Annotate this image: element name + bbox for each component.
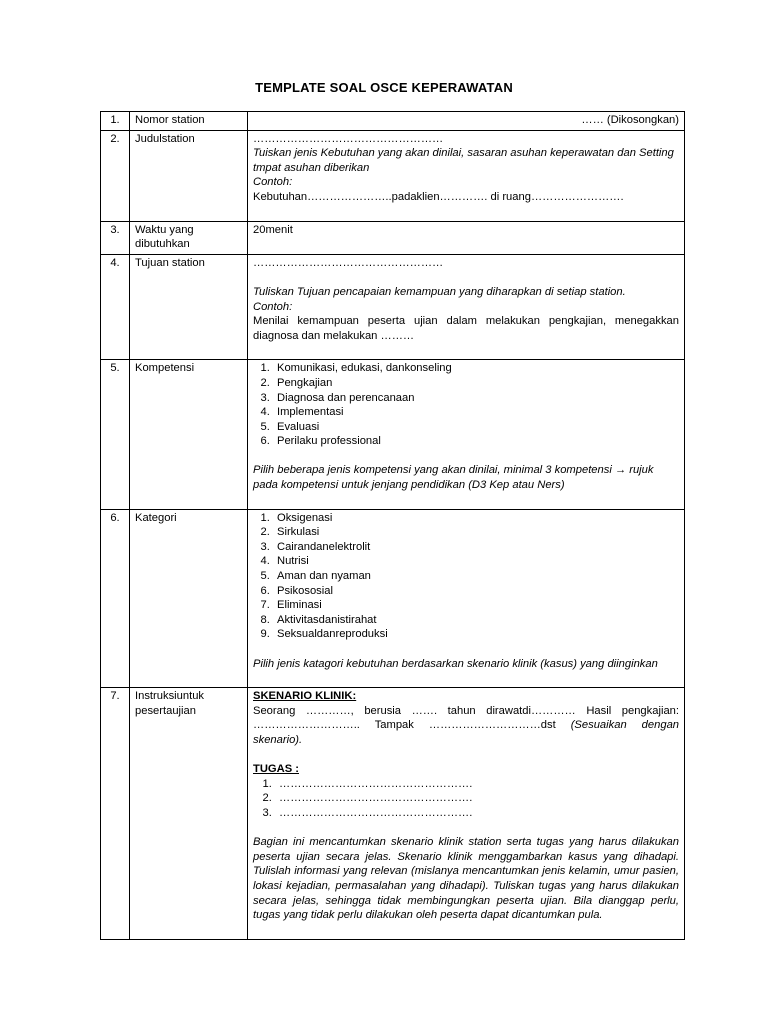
row-number: 4. [101, 254, 130, 360]
table-row-judul-station [101, 130, 685, 221]
table-row-waktu [101, 221, 685, 254]
list-item: 4. Implementasi [273, 405, 679, 420]
instruction-text: Tuiskan jenis Kebutuhan yang akan dinilai, sasaran asuhan keperawatan dan Setting tmpat asuhan diberikan [253, 147, 674, 174]
table-row-nomor-station [101, 112, 685, 131]
row-number: 7. [101, 688, 130, 940]
list-item: 2. Sirkulasi [273, 525, 679, 540]
kategori-content [248, 509, 685, 688]
table-row-instruksi [101, 688, 685, 940]
list-item: 8. Aktivitasdanistirahat [273, 613, 679, 628]
list-item: 9. Seksualdanreproduksi [273, 627, 679, 642]
row-label: Kompetensi [130, 360, 248, 509]
kategori-list [253, 511, 679, 642]
list-item: 6. Psikososial [273, 584, 679, 599]
list-item: 6. Perilaku professional [273, 434, 679, 449]
example-text: Menilai kemampuan peserta ujian dalam melakukan pengkajian, menegakkan diagnosa dan melakukan ……… [253, 315, 679, 342]
instruction-text: Tuliskan Tujuan pencapaian kemampuan yang diharapkan di setiap station. [253, 285, 626, 298]
row-label: Judulstation [130, 130, 248, 221]
nomor-station-value: …… (Dikosongkan) [248, 112, 685, 131]
row-number: 2. [101, 130, 130, 221]
table-row-kompetensi [101, 360, 685, 509]
table-row-tujuan-station [101, 254, 685, 360]
row-label: Nomor station [130, 112, 248, 131]
list-item: 3. ……………………………………………. [275, 806, 679, 821]
judul-station-content [248, 130, 685, 221]
example-label: Contoh: [253, 300, 293, 313]
placeholder-dots: …………………………………………… [253, 256, 444, 269]
waktu-value: 20menit [248, 221, 685, 254]
list-item: 1. Oksigenasi [273, 511, 679, 526]
placeholder-dots: …………………………………………… [253, 132, 444, 145]
row-number: 3. [101, 221, 130, 254]
skenario-text-block [253, 704, 679, 748]
list-item: 1. Komunikasi, edukasi, dankonseling [273, 361, 679, 376]
skenario-heading: SKENARIO KLINIK: [253, 690, 357, 703]
list-item: 2. Pengkajian [273, 376, 679, 391]
row-number: 5. [101, 360, 130, 509]
row-label: Waktu yang dibutuhkan [130, 221, 248, 254]
tugas-heading: TUGAS : [253, 763, 299, 776]
skenario-text: Seorang …………, berusia ……. tahun dirawatdi………… Hasil pengkajian: ……………………….. Tampak …………………………dst [253, 704, 679, 732]
list-item: 3. Cairandanelektrolit [273, 540, 679, 555]
row-label: Kategori [130, 509, 248, 688]
list-item: 4. Nutrisi [273, 554, 679, 569]
list-item: 5. Evaluasi [273, 420, 679, 435]
example-text: Kebutuhan…………………..padaklien…………. di ruang……………………. [253, 190, 624, 203]
instruction-text: Pilih beberapa jenis kompetensi yang akan dinilai, minimal 3 kompetensi → rujuk pada kompetensi untuk jenjang pendidikan (D3 Kep atau Ners) [253, 464, 654, 492]
row-number: 6. [101, 509, 130, 688]
list-item: 5. Aman dan nyaman [273, 569, 679, 584]
list-item: 2. ……………………………………………. [275, 791, 679, 806]
document-title: TEMPLATE SOAL OSCE KEPERAWATAN [255, 80, 513, 95]
kompetensi-list [253, 361, 679, 449]
instruction-text: Bagian ini mencantumkan skenario klinik station serta tugas yang harus dilakukan peserta ujian secara jelas. Skenario klinik menggambarkan kasus yang dihadapi. Tulislah informasi yang relevan (mislanya mencantumkan jenis kelamin, umur pasien, lokasi kejadian, permasalahan yang dihadapi). Tuliskan tugas yang harus dilakukan secara jelas, sehingga tidak membingungkan peserta ujian. Bila dianggap perlu, tugas yang tidak perlu dilakukan oleh peserta dapat dicantumkan pula. [253, 836, 679, 922]
osce-template-table [100, 111, 685, 940]
list-item: 1. ……………………………………………. [275, 777, 679, 792]
row-label: Instruksiuntuk pesertaujian [130, 688, 248, 940]
table-row-kategori [101, 509, 685, 688]
tujuan-station-content [248, 254, 685, 360]
kompetensi-content [248, 360, 685, 509]
instruction-text: Pilih jenis katagori kebutuhan berdasarkan skenario klinik (kasus) yang diinginkan [253, 657, 658, 670]
list-item: 3. Diagnosa dan perencanaan [273, 391, 679, 406]
example-label: Contoh: [253, 176, 293, 189]
row-number: 1. [101, 112, 130, 131]
tugas-list [253, 777, 679, 821]
list-item: 7. Eliminasi [273, 598, 679, 613]
instruksi-content [248, 688, 685, 940]
skenario-note: (Sesuaikan dengan skenario). [253, 719, 680, 746]
row-label: Tujuan station [130, 254, 248, 360]
